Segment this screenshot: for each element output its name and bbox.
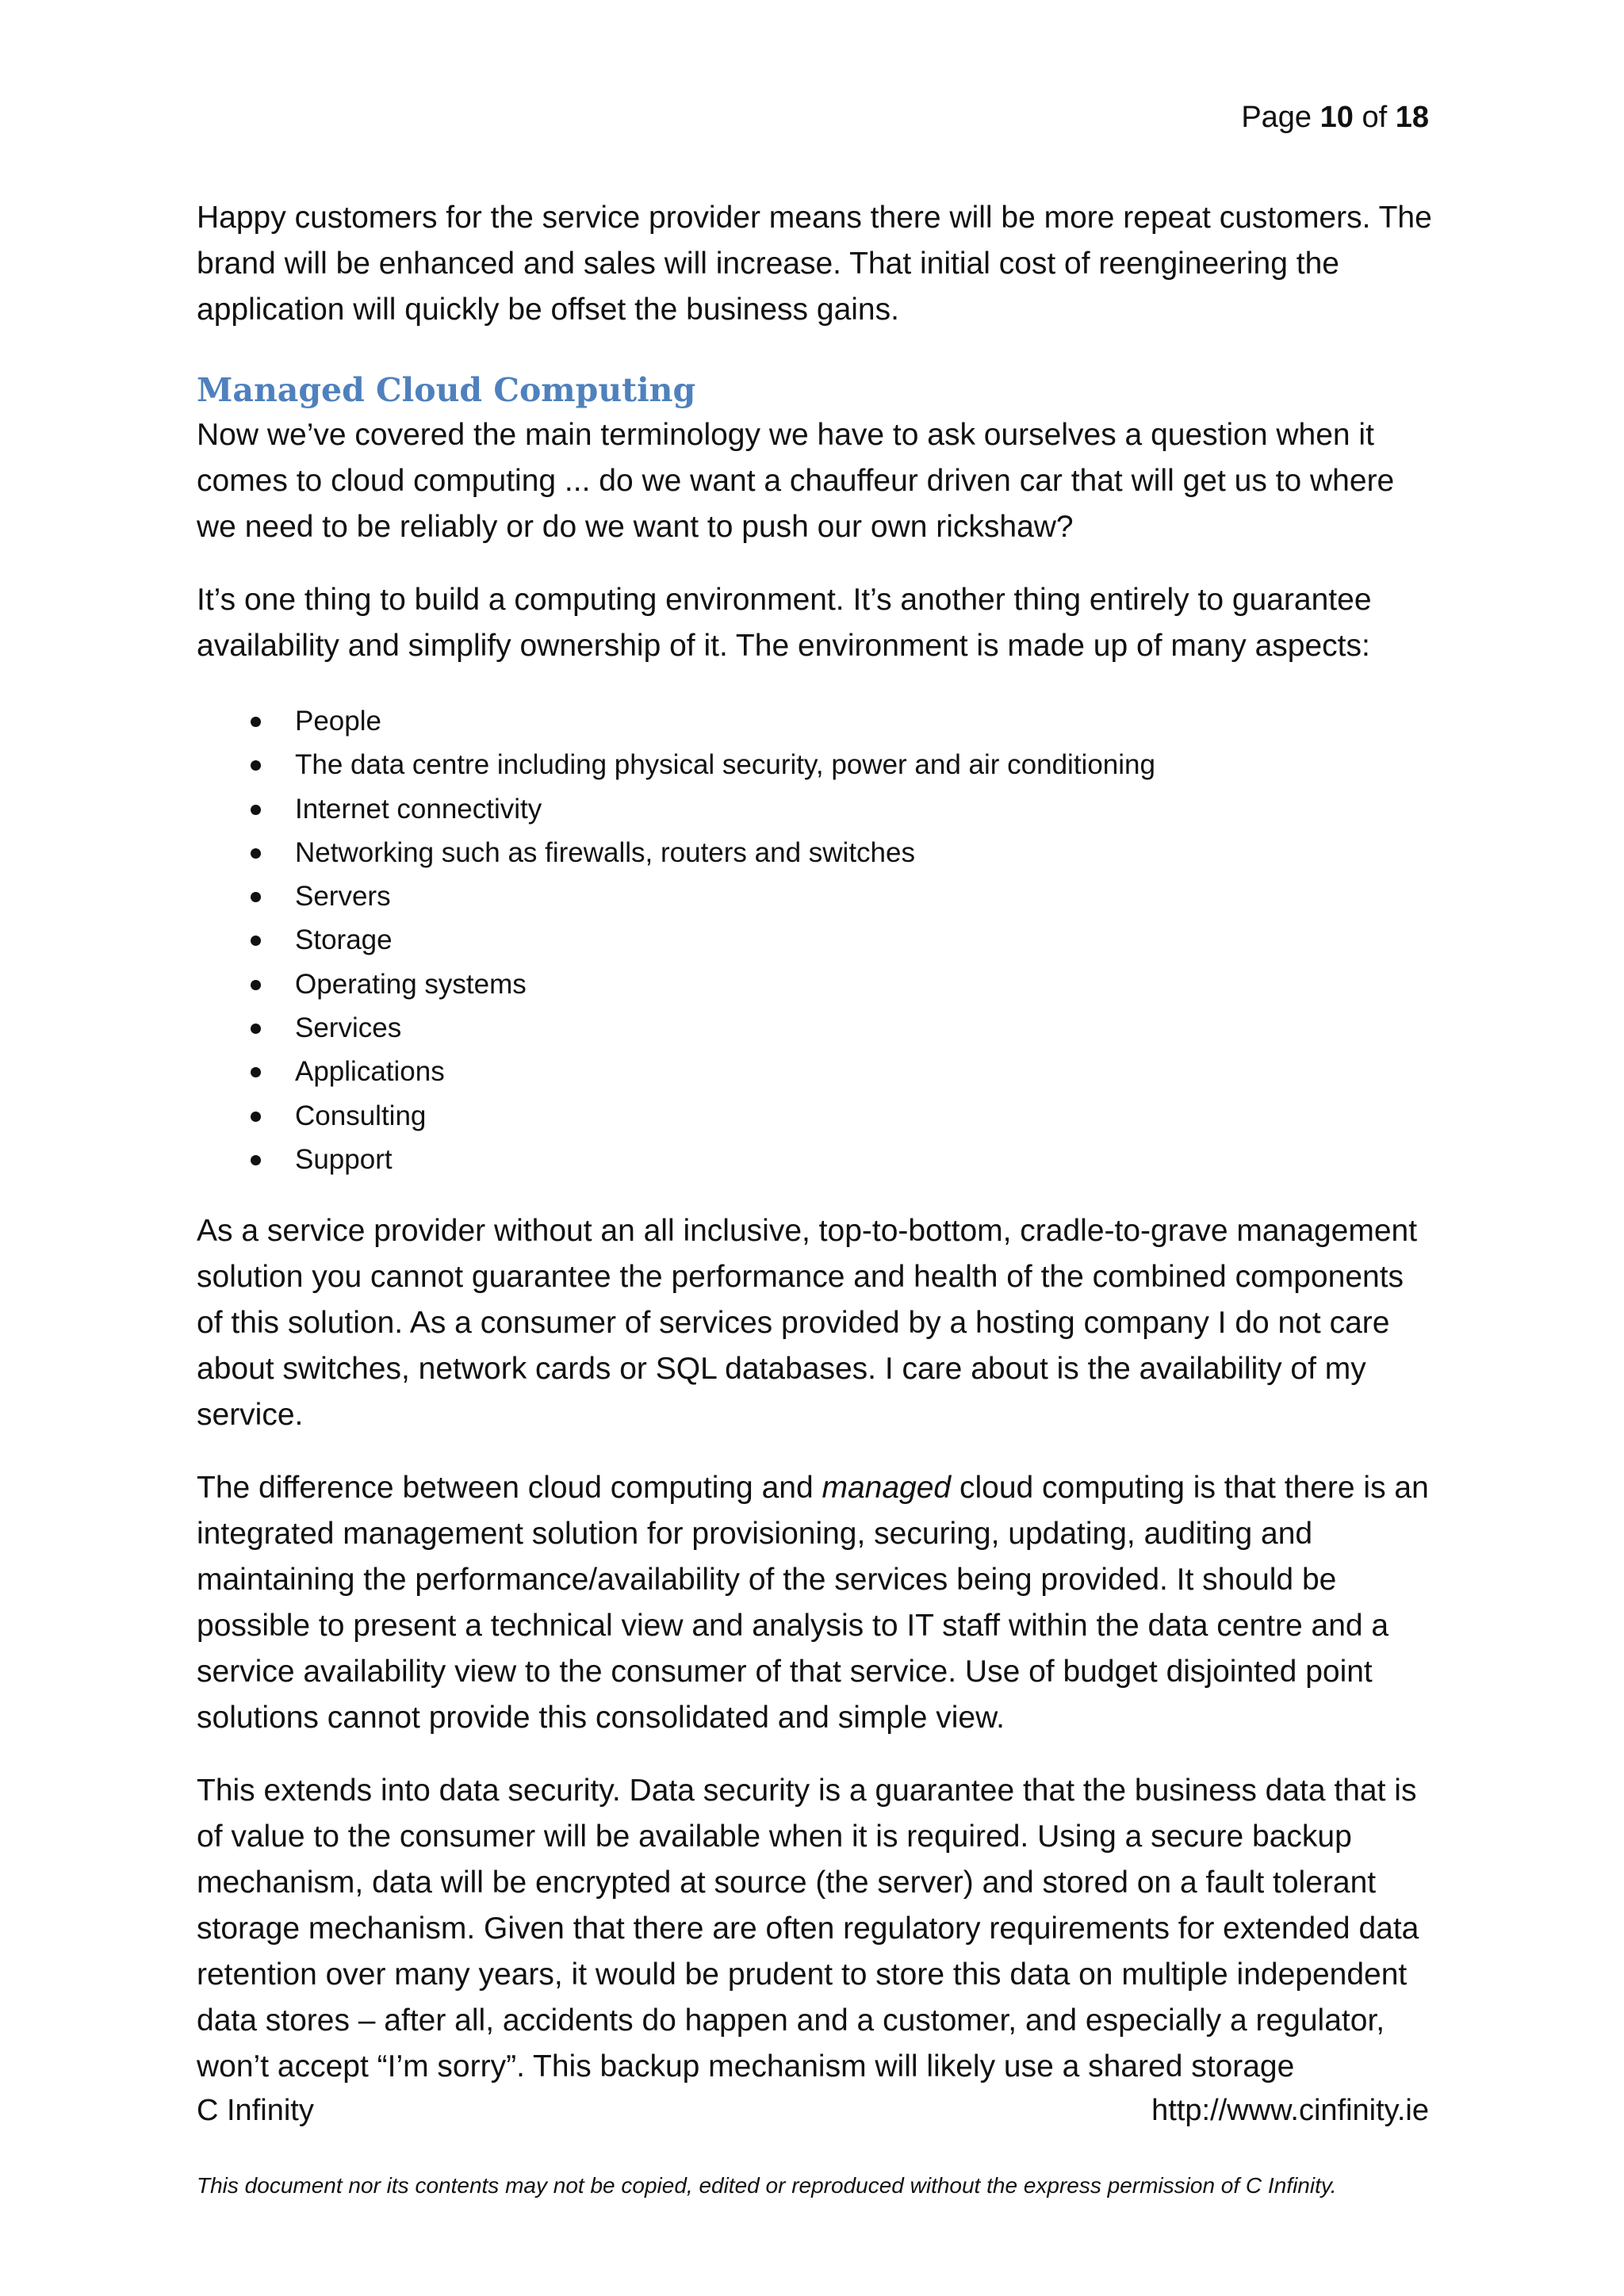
list-item: [197, 874, 1434, 918]
page-prefix: Page: [1241, 101, 1320, 134]
bullet-icon: [251, 1024, 261, 1034]
list-item-text: People: [295, 706, 381, 737]
list-item: [197, 1138, 1434, 1181]
bullet-icon: [251, 805, 261, 815]
paragraph-text: The difference between cloud computing and: [197, 1471, 822, 1506]
list-item: [197, 699, 1434, 743]
document-body: [197, 195, 1434, 2117]
list-item-text: Networking such as firewalls, routers and switches: [295, 836, 915, 868]
footer-website-link[interactable]: http://www.cinfinity.ie: [1151, 2094, 1429, 2127]
page-of: of: [1353, 101, 1396, 134]
paragraph-terminology: Now we’ve covered the main terminology we have to ask ourselves a question when it comes to cloud computing ... do we want a chauffeur driven car that will get us to where we need to be reliably or do we want to push our own rickshaw?: [197, 418, 1395, 544]
list-item-text: Consulting: [295, 1100, 427, 1131]
bullet-icon: [251, 1112, 261, 1122]
list-item-text: Servers: [295, 881, 391, 913]
list-item-text: Operating systems: [295, 968, 527, 1000]
bullet-icon: [251, 1067, 261, 1077]
list-item: [197, 918, 1434, 962]
list-item: [197, 1094, 1434, 1138]
intro-paragraph: Happy customers for the service provider means there will be more repeat customers. The brand will be enhanced and sales will increase. That initial cost of reengineering the application will quickly be offset the business gains.: [197, 201, 1432, 327]
list-item-text: Support: [295, 1143, 393, 1175]
paragraph-managed-difference: [197, 1465, 1434, 1741]
section-heading: Managed Cloud Computing: [197, 371, 696, 409]
list-item: [197, 787, 1434, 831]
current-page: 10: [1320, 101, 1354, 134]
list-item-text: Applications: [295, 1056, 445, 1088]
paragraph-environment: It’s one thing to build a computing environment. It’s another thing entirely to guarantee availability and simplify ownership of it. The environment is made up of many aspects:: [197, 583, 1372, 663]
list-item: [197, 743, 1434, 786]
emphasis-managed: managed: [822, 1471, 952, 1506]
list-item-text: The data centre including physical security, power and air conditioning: [295, 749, 1155, 781]
bullet-icon: [251, 1155, 261, 1165]
bullet-icon: [251, 760, 261, 771]
paragraph-service-provider: As a service provider without an all inclusive, top-to-bottom, cradle-to-grave management solution you cannot guarantee the performance and health of the combined components of this solution. As a consumer of services provided by a hosting company I do not care about switches, network cards or SQL databases. I care about is the availability of my service.: [197, 1214, 1418, 1433]
bullet-icon: [251, 980, 261, 990]
footer-company: C Infinity: [197, 2094, 314, 2127]
aspects-list: [197, 696, 1434, 1181]
list-item: [197, 1050, 1434, 1093]
list-item: [197, 1006, 1434, 1050]
list-item: [197, 831, 1434, 874]
bullet-icon: [251, 848, 261, 859]
paragraph-text: cloud computing is that there is an integrated management solution for provisioning, securing, updating, auditing and maintaining the performance/availability of the services being provided. It should be possible to present a technical view and analysis to IT staff within the data centre and a service availability view to the consumer of that service. Use of budget disjointed point solutions cannot provide this consolidated and simple view.: [197, 1471, 1429, 1735]
list-item-text: Storage: [295, 924, 393, 956]
footer-disclaimer: This document nor its contents may not be copied, edited or reproduced without the express permission of C Infinity.: [197, 2173, 1337, 2198]
list-item-text: Internet connectivity: [295, 793, 542, 825]
bullet-icon: [251, 892, 261, 902]
list-item: [197, 962, 1434, 1006]
bullet-icon: [251, 936, 261, 946]
paragraph-data-security: This extends into data security. Data security is a guarantee that the business data that is of value to the consumer will be available when it is required. Using a secure backup mechanism, data will be encrypted at source (the server) and stored on a fault tolerant storage mechanism. Given that there are often regulatory requirements for extended data retention over many years, it would be prudent to store this data on multiple independent data stores – after all, accidents do happen and a customer, and especially a regulator, won’t accept “I’m sorry”. This backup mechanism will likely use a shared storage: [197, 1774, 1419, 2084]
total-pages: 18: [1395, 101, 1429, 134]
list-item-text: Services: [295, 1012, 402, 1044]
bullet-icon: [251, 717, 261, 727]
page-number: [1241, 98, 1429, 137]
